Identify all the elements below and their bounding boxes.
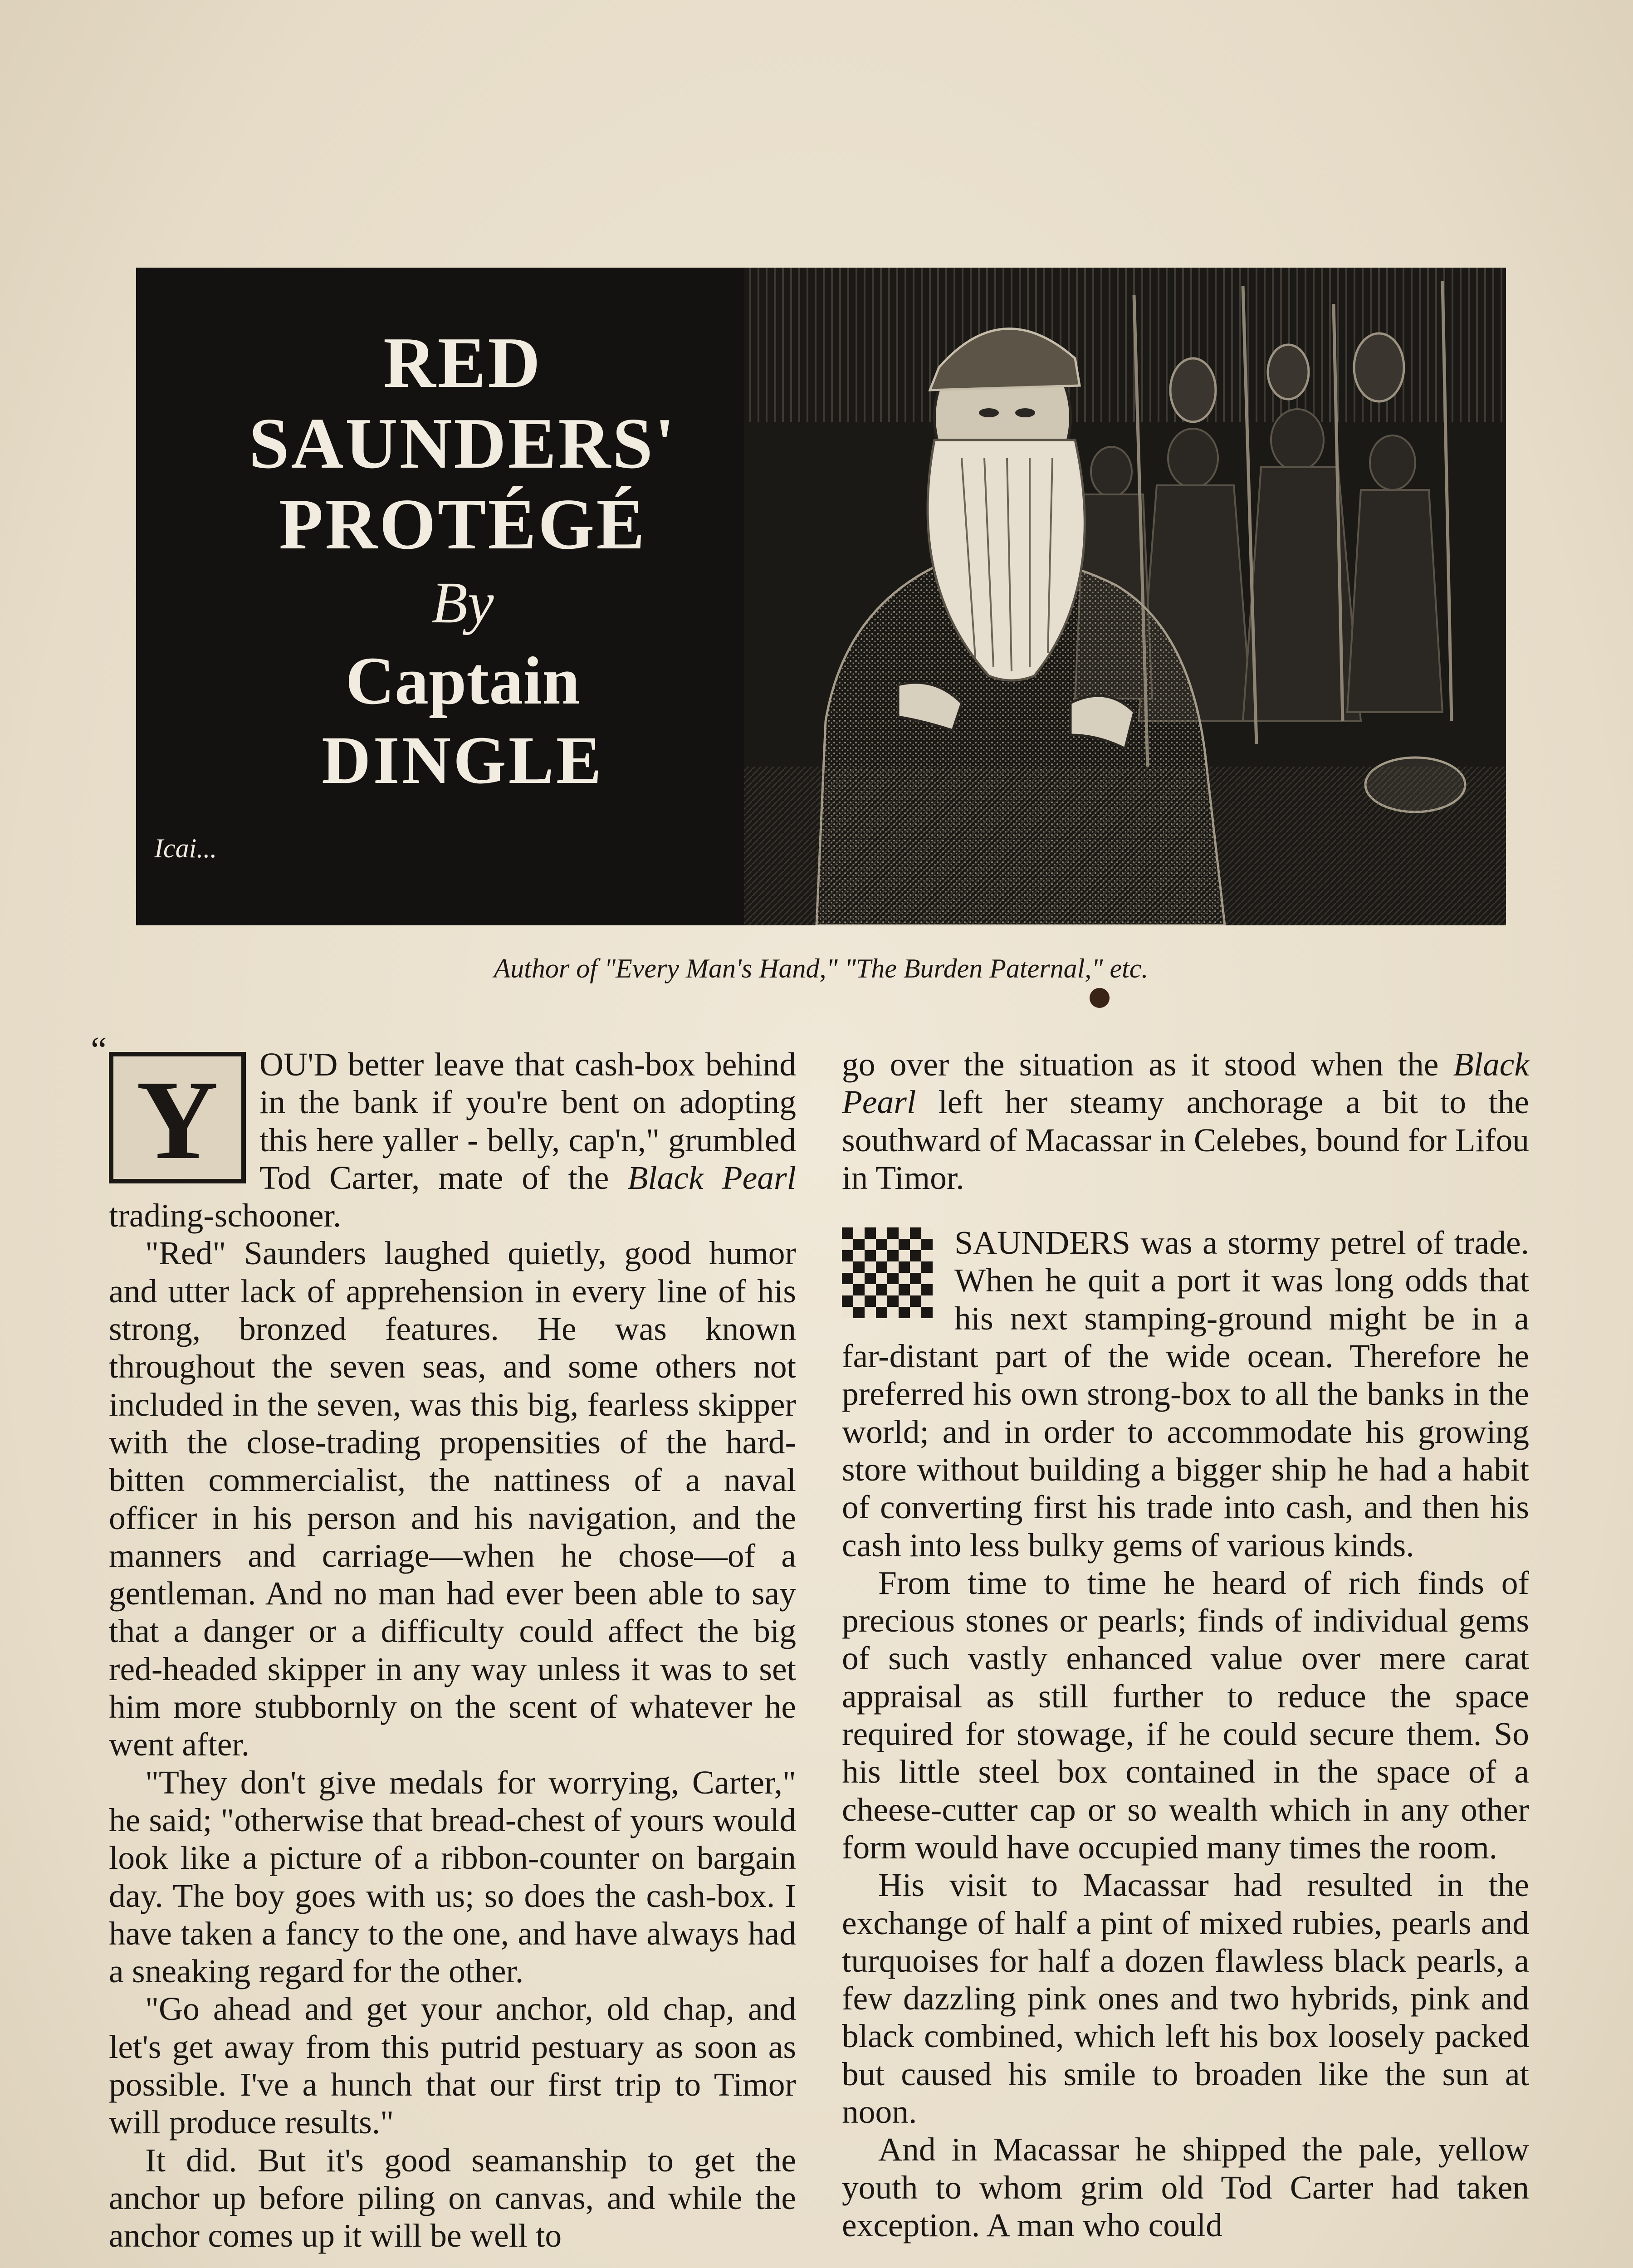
checkered-ornament-icon [842, 1227, 933, 1318]
title-line-3: PROTÉGÉ [279, 484, 647, 564]
right-paragraph-5: And in Macassar he shipped the pale, yellow youth to whom grim old Tod Carter had taken exception. A man who could [842, 2131, 1529, 2244]
ink-spot [1090, 988, 1110, 1008]
left-paragraph-1 [109, 1046, 796, 1234]
left-paragraph-3: "They don't give medals for worrying, Carter," he said; "otherwise that bread-chest of yours would look like a picture of a ribbon-counter on bargain day. The boy goes with us; so does the cash-box. I have taken a fancy to the one, and have always had a sneaking regard for the other. [109, 1764, 796, 1990]
left-paragraph-2: "Red" Saunders laughed quietly, good humor and utter lack of apprehension in every line of his strong, bronzed features. He was known throughout the seven seas, and some others not included in the seven, was this big, fearless skipper with the close-trading propensities of the hard-bitten commercialist, the nattiness of a naval officer in his person and his navigation, and the manners and carriage—when he chose—of a gentleman. And no man had ever been able to say that a danger or a difficulty could affect the big red-headed skipper in any way unless it was to set him more stubbornly on the scent of whatever he went after. [109, 1235, 796, 1763]
right-paragraph-1 [842, 1046, 1529, 1197]
ship-name: Black Pearl [627, 1159, 796, 1196]
left-p1-lead: OU'D better leave that cash-box behind in the bank if you're bent on adopting this here yaller - belly, cap'n," grumbled Tod Carter, mate of the [259, 1046, 796, 1196]
right-paragraph-3: From time to time he heard of rich finds of precious stones or pearls; finds of individual gems of such vastly enhanced value over mere carat appraisal as still further to reduce the space required for stowage, if he could secure them. So his little steel box contained in the space of a cheese-cutter cap or so wealth which in any other form would have occupied many times the room. [842, 1564, 1529, 1866]
right-column [842, 1046, 1529, 2244]
drop-cap [109, 1052, 246, 1183]
title-banner [136, 268, 1506, 925]
opening-quote-mark: “ [91, 1030, 107, 1070]
left-paragraph-5: It did. But it's good seamanship to get the anchor up before piling on canvas, and while the anchor comes up it will be well to [109, 2141, 796, 2254]
right-paragraph-2 [842, 1224, 1529, 1564]
right-paragraph-4: His visit to Macassar had resulted in the exchange of half a pint of mixed rubies, pearls and turquoises for half a dozen flawless black pearls, a few dazzling pink ones and two hybrids, pink and black combined, which left his box loosely packed but caused his smile to broaden like the sun at noon. [842, 1867, 1529, 2131]
left-p1-tail: trading-schooner. [109, 1197, 342, 1234]
right-p2-text: SAUNDERS was a stormy petrel of trade. When he quit a port it was long odds that his next stamping-ground might be in a far-distant part of the wide ocean. Therefore he preferred his own strong-box to all the banks in the world; and in order to accommodate his growing store without building a bigger ship he had a habit of converting first his trade into cash, and then his cash into less bulky gems of various kinds. [842, 1224, 1529, 1564]
ship-name-right: Black Pearl [842, 1046, 1529, 1121]
right-p1-tail: left her steamy anchorage a bit to the southward of Macassar in Celebes, bound for Lifou in Timor. [842, 1084, 1529, 1196]
drop-cap-letter: Y [136, 1057, 219, 1183]
author-name: DINGLE [322, 723, 604, 798]
byline-by: By [431, 570, 494, 635]
title-line-1: RED [383, 322, 542, 403]
author-rank: Captain [345, 643, 580, 719]
left-column [109, 1046, 796, 2255]
story-title-block [195, 322, 730, 800]
author-caption: Author of "Every Man's Hand," "The Burden Paternal," etc. [494, 953, 1149, 983]
left-paragraph-4: "Go ahead and get your anchor, old chap, and let's get away from this putrid pestuary as soon as possible. I've a hunch that our first trip to Timor will produce results." [109, 1990, 796, 2141]
title-line-2: SAUNDERS' [249, 403, 677, 484]
right-p1-lead: go over the situation as it stood when the [842, 1046, 1453, 1083]
artist-signature: Icai... [154, 833, 217, 863]
